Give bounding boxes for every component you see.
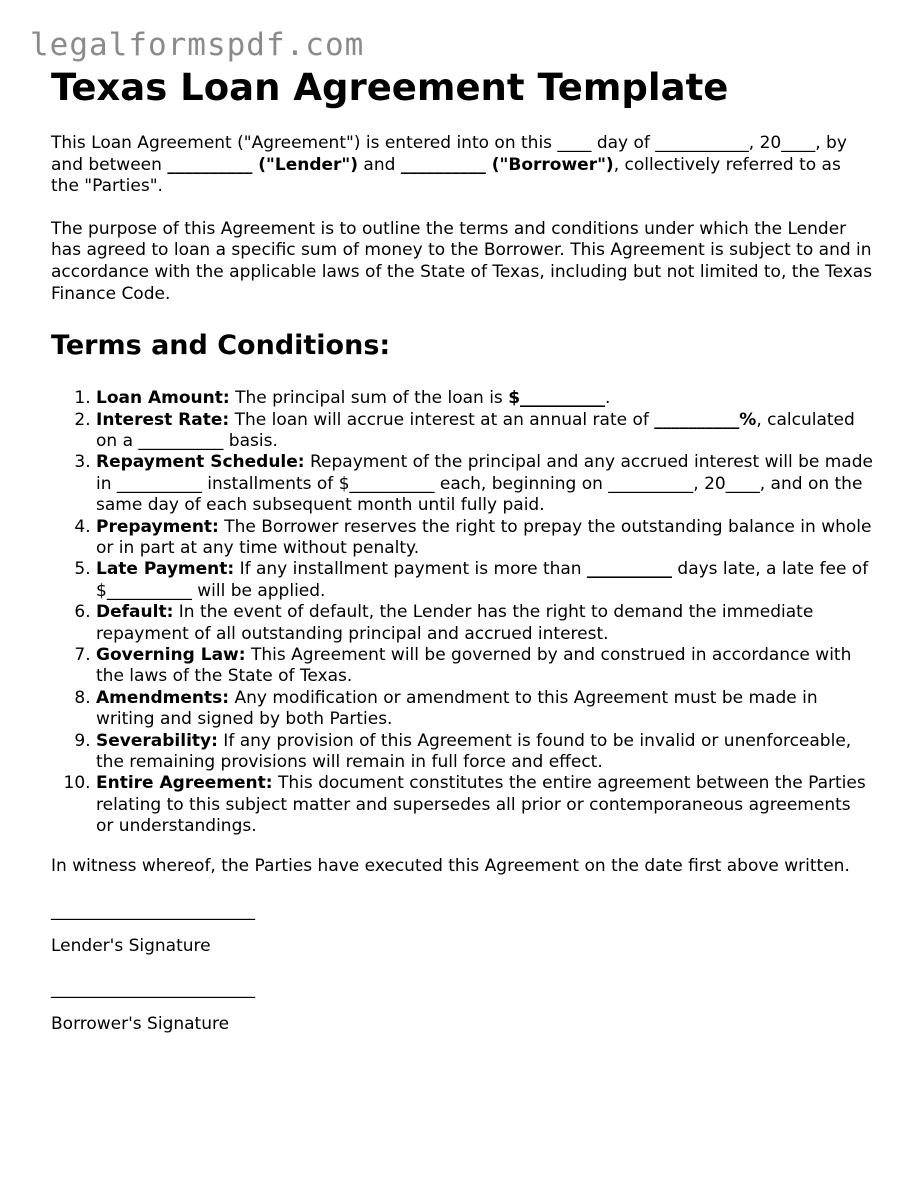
- term-text: If any provision of this Agreement is found to be invalid or unenforceable, the remaining provisions will remain in full force and effect.: [96, 730, 852, 773]
- term-label: Prepayment:: [96, 516, 219, 537]
- term-bold-blank: __________: [587, 559, 672, 580]
- term-item: [96, 452, 873, 516]
- term-label: Repayment Schedule:: [96, 452, 305, 473]
- purpose-paragraph: The purpose of this Agreement is to outline the terms and conditions under which the Lender has agreed to loan a specific sum of money to the Borrower. This Agreement is subject to and in accordance with the applicable laws of the State of Texas, including but not limited to, the Texas Finance Code.: [51, 218, 873, 304]
- term-item: [96, 688, 873, 731]
- term-item: [96, 517, 873, 560]
- term-text: If any installment payment is more than: [234, 559, 587, 580]
- term-label: Entire Agreement:: [96, 773, 273, 794]
- term-tail: days late, a late fee of $__________ will be applied.: [96, 559, 869, 601]
- term-text: In the event of default, the Lender has the right to demand the immediate repayment of all outstanding principal and accrued interest.: [96, 602, 814, 644]
- term-bold-blank: $__________: [508, 388, 606, 409]
- terms-list: [51, 388, 873, 838]
- terms-heading: Terms and Conditions:: [51, 330, 391, 362]
- borrower-signature-label: Borrower's Signature: [51, 1014, 230, 1035]
- term-label: Default:: [96, 602, 174, 623]
- term-item: [96, 388, 873, 409]
- term-item: [96, 410, 873, 453]
- term-item: [96, 645, 873, 688]
- term-item: [96, 559, 873, 602]
- term-item: [96, 773, 873, 837]
- intro-text-3: , collectively referred to as the "Parties".: [51, 154, 841, 197]
- term-label: Late Payment:: [96, 559, 235, 580]
- witness-paragraph: In witness whereof, the Parties have executed this Agreement on the date first above written.: [51, 855, 850, 876]
- term-tail: , calculated on a __________ basis.: [96, 409, 855, 451]
- intro-paragraph: [51, 133, 873, 198]
- term-label: Loan Amount:: [96, 388, 230, 409]
- lender-signature-line: ________________________: [51, 901, 255, 922]
- term-text: The loan will accrue interest at an annual rate of: [229, 409, 655, 430]
- term-text: The Borrower reserves the right to prepay the outstanding balance in whole or in part at any time without penalty.: [96, 516, 872, 558]
- term-item: [96, 731, 873, 774]
- lender-signature-label: Lender's Signature: [51, 936, 211, 957]
- document-title: Texas Loan Agreement Template: [51, 66, 729, 109]
- borrower-blank: __________ ("Borrower"): [400, 154, 614, 175]
- term-label: Interest Rate:: [96, 409, 230, 430]
- intro-text-2: and: [358, 154, 401, 175]
- term-label: Amendments:: [96, 687, 230, 708]
- term-item: [96, 602, 873, 645]
- term-bold-blank: __________%: [654, 409, 757, 430]
- term-text: This document constitutes the entire agreement between the Parties relating to this subject matter and supersedes all prior or contemporaneous agreements or understandings.: [96, 773, 866, 837]
- lender-blank: __________ ("Lender"): [167, 154, 359, 175]
- term-text: This Agreement will be governed by and construed in accordance with the laws of the State of Texas.: [96, 645, 852, 687]
- term-text: Any modification or amendment to this Agreement must be made in writing and signed by both Parties.: [96, 687, 818, 730]
- borrower-signature-line: ________________________: [51, 979, 255, 1000]
- term-tail: .: [605, 388, 611, 409]
- intro-text-1: This Loan Agreement ("Agreement") is entered into on this ____ day of ___________, 20____, by and between: [51, 133, 847, 175]
- document-page: [51, 66, 873, 1035]
- term-label: Severability:: [96, 730, 218, 751]
- watermark-logo: legalformspdf.com: [30, 27, 365, 63]
- term-text: The principal sum of the loan is: [229, 388, 509, 409]
- term-label: Governing Law:: [96, 645, 246, 666]
- term-text: Repayment of the principal and any accrued interest will be made in __________ installments of $__________ each, beginning on __________, 20____, and on the same day of each subsequent month until fully paid.: [96, 452, 873, 516]
